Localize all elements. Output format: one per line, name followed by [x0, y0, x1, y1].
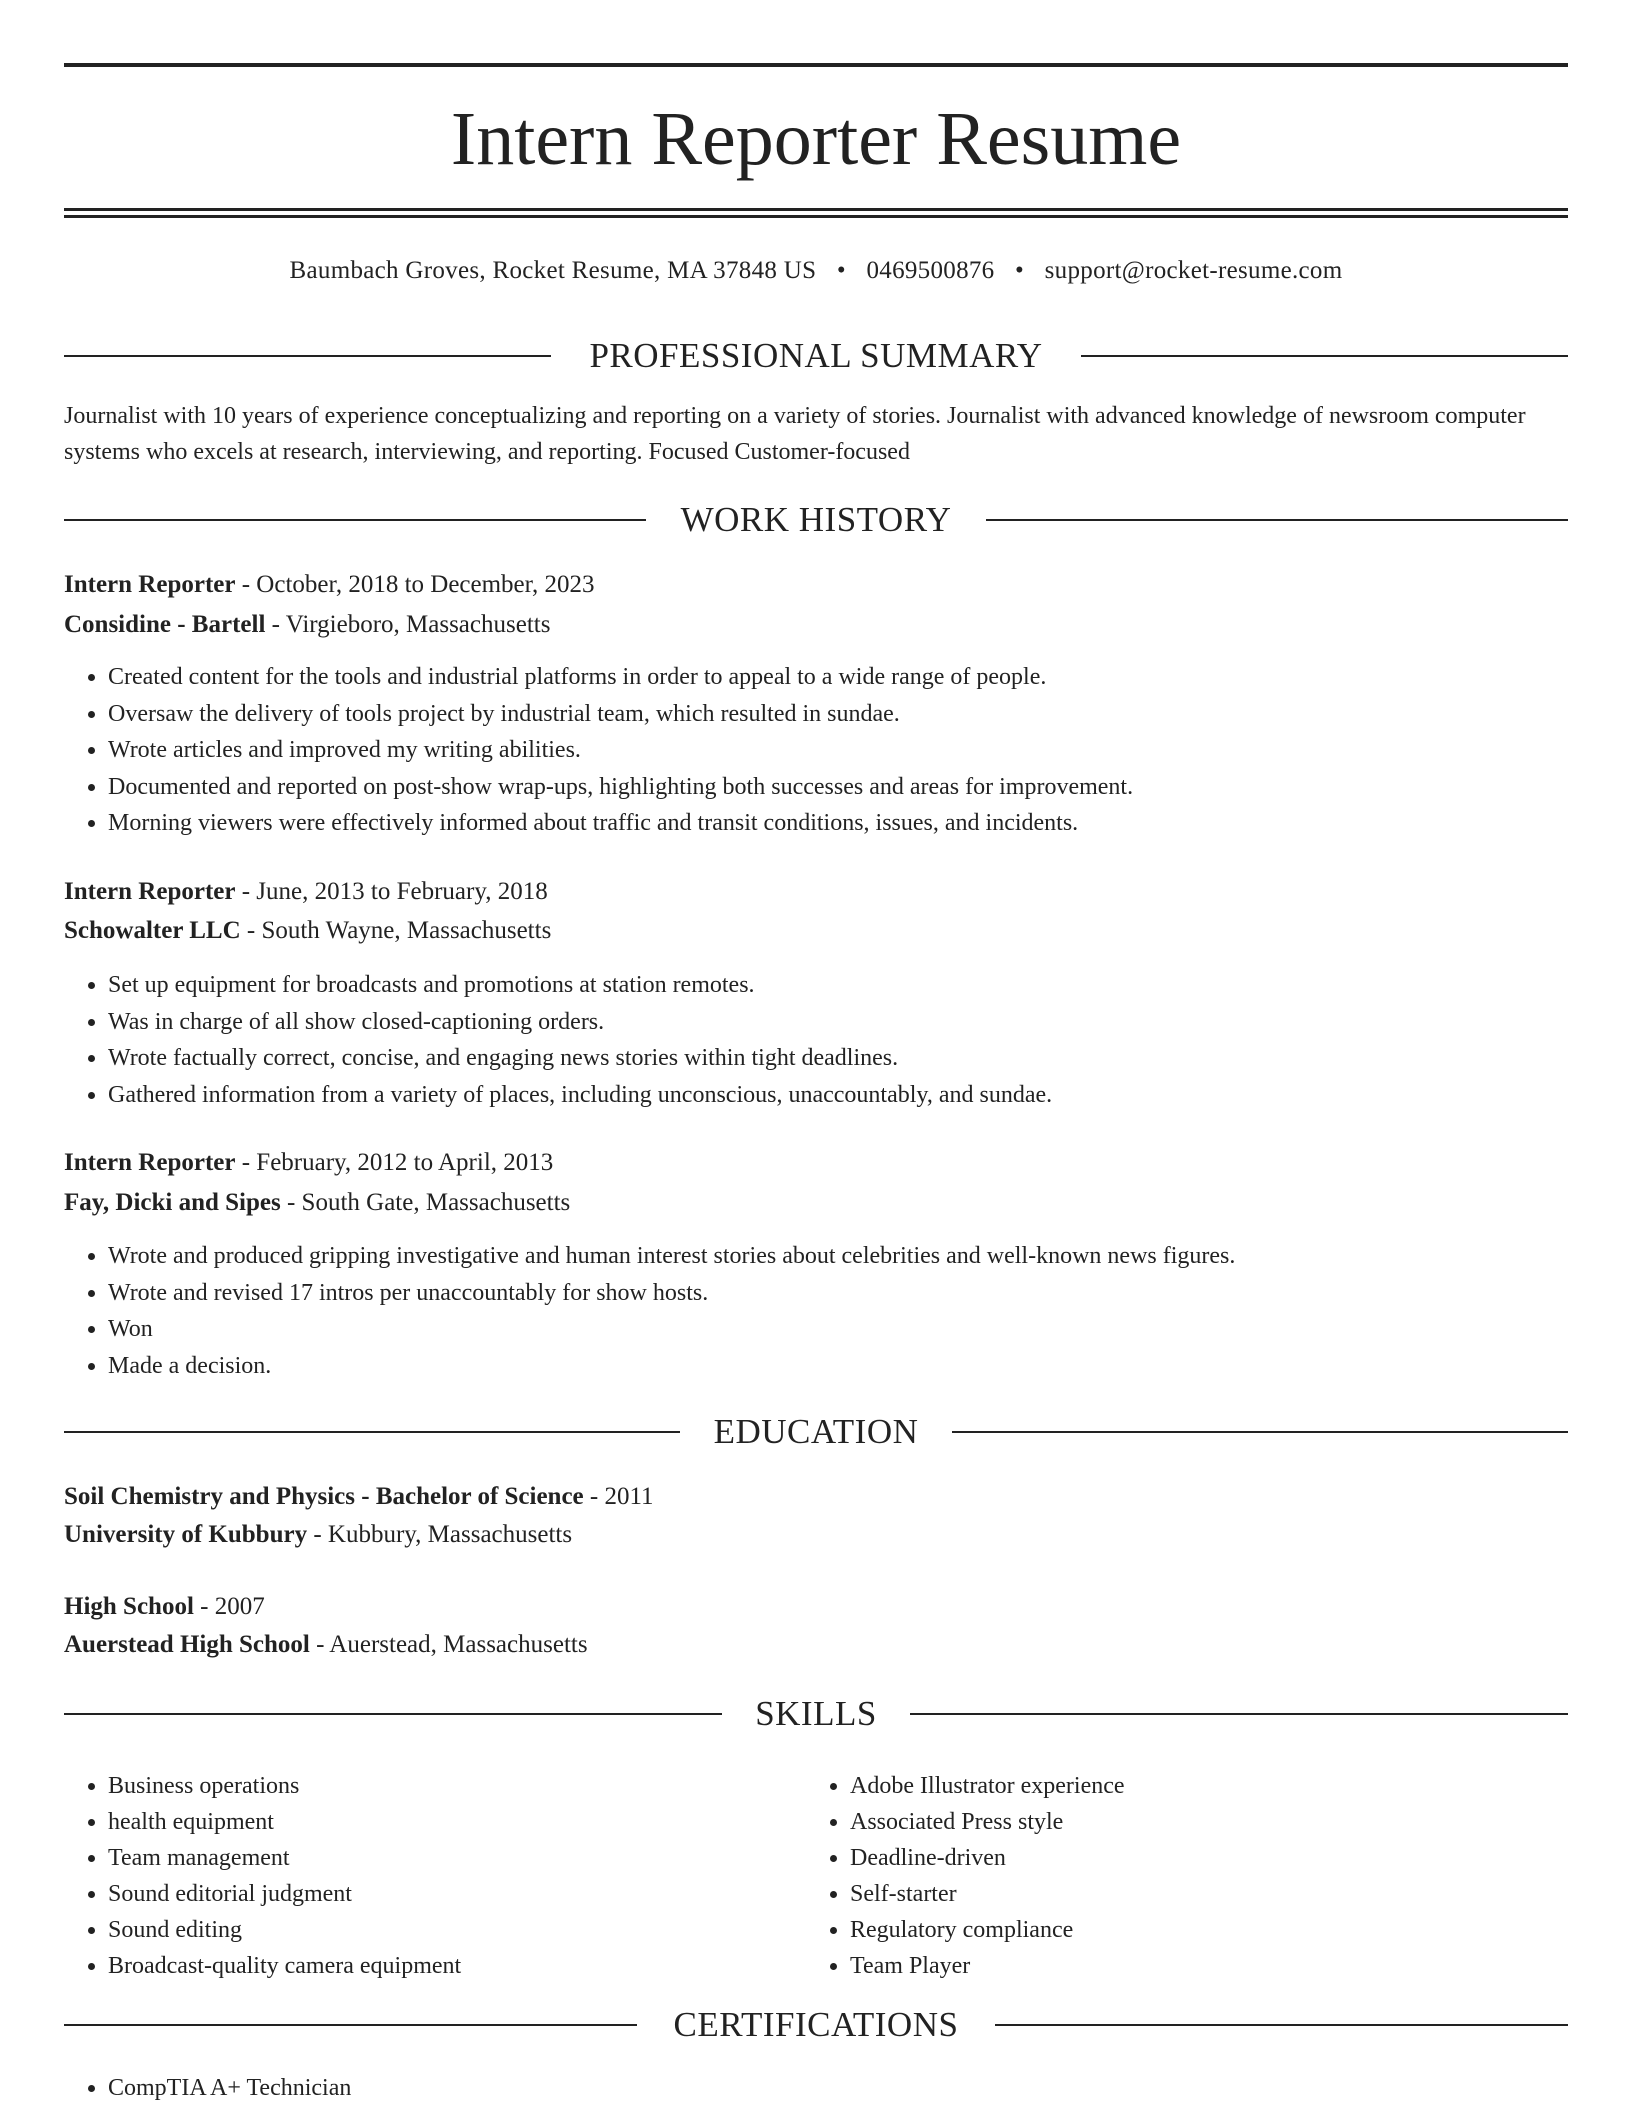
job-location: - Virgieboro, Massachusetts [265, 611, 551, 638]
list-item: • Team management [108, 1840, 461, 1876]
list-item: • Oversaw the delivery of tools project by industrial team, which resulted in sundae. [108, 696, 1133, 733]
job-bullets [64, 659, 1133, 842]
contact-phone[interactable]: 0469500876 [866, 257, 995, 284]
certifications-list [64, 2070, 351, 2107]
contact-separator: • [1015, 257, 1025, 284]
job-title-line [64, 568, 594, 602]
title-rule-lower [64, 215, 1568, 218]
list-item: • Gathered information from a variety of places, including unconscious, unaccountably, and sundae. [108, 1077, 1052, 1114]
job-title-line [64, 1146, 553, 1180]
list-item: • CompTIA A+ Technician [108, 2070, 351, 2107]
job-dates: - October, 2018 to December, 2023 [235, 571, 595, 598]
job-title: Intern Reporter [64, 1149, 236, 1176]
section-title: WORK HISTORY [680, 500, 952, 539]
section-title: CERTIFICATIONS [673, 2005, 959, 2044]
job-bullets [64, 1238, 1235, 1384]
job-title: Intern Reporter [64, 571, 236, 598]
job-company-line [64, 914, 551, 948]
list-item: • Created content for the tools and industrial platforms in order to appeal to a wide range of people. [108, 659, 1133, 696]
page-title: Intern Reporter Resume [450, 97, 1182, 181]
job-dates: - February, 2012 to April, 2013 [235, 1149, 554, 1176]
section-title: PROFESSIONAL SUMMARY [589, 336, 1043, 375]
contact-separator: • [836, 257, 846, 284]
list-item: • Business operations [108, 1768, 461, 1804]
education-degree: High School [64, 1593, 194, 1620]
skills-list-right [806, 1768, 1125, 1984]
list-item: • Made a decision. [108, 1348, 1235, 1385]
list-item: • Self-starter [850, 1876, 1125, 1912]
section-title: EDUCATION [713, 1412, 919, 1451]
section-certifications-heading [64, 2003, 1568, 2047]
list-item: • Adobe Illustrator experience [850, 1768, 1125, 1804]
education-school: Auerstead High School [64, 1631, 310, 1658]
list-item: • Regulatory compliance [850, 1912, 1125, 1948]
education-school: University of Kubbury [64, 1521, 308, 1548]
job-company: Fay, Dicki and Sipes [64, 1189, 281, 1216]
list-item: • Sound editing [108, 1912, 461, 1948]
education-location: - Kubbury, Massachusetts [307, 1521, 573, 1548]
contact-address: Baumbach Groves, Rocket Resume, MA 37848 US [289, 257, 817, 284]
list-item: • health equipment [108, 1804, 461, 1840]
section-summary-heading [64, 334, 1568, 378]
education-year: - 2007 [193, 1593, 265, 1620]
job-bullets [64, 967, 1052, 1113]
job-company-line [64, 608, 550, 642]
top-rule [64, 63, 1568, 67]
list-item: • Wrote and produced gripping investigative and human interest stories about celebrities and well-known news figures. [108, 1238, 1235, 1275]
list-item: • Team Player [850, 1948, 1125, 1984]
job-title: Intern Reporter [64, 878, 236, 905]
education-school-line [64, 1628, 588, 1662]
education-location: - Auerstead, Massachusetts [309, 1631, 588, 1658]
education-degree-line [64, 1480, 654, 1514]
list-item: • Won [108, 1311, 1235, 1348]
education-year: - 2011 [583, 1483, 654, 1510]
skills-list-left [64, 1768, 461, 1984]
contact-line [64, 255, 1568, 287]
section-work-heading [64, 498, 1568, 542]
title-rule-upper [64, 208, 1568, 211]
section-education-heading [64, 1410, 1568, 1454]
job-company-line [64, 1186, 570, 1220]
list-item: • Wrote and revised 17 intros per unaccountably for show hosts. [108, 1275, 1235, 1312]
list-item: • Morning viewers were effectively informed about traffic and transit conditions, issues, and incidents. [108, 805, 1133, 842]
list-item: • Sound editorial judgment [108, 1876, 461, 1912]
job-company: Schowalter LLC [64, 917, 241, 944]
summary-text: Journalist with 10 years of experience conceptualizing and reporting on a variety of stories. Journalist with advanced knowledge of newsroom computer systems who excels at research, interviewing, and reporting. Focused Customer-focused [64, 403, 1526, 465]
list-item: • Set up equipment for broadcasts and promotions at station remotes. [108, 967, 1052, 1004]
education-degree: Soil Chemistry and Physics - Bachelor of Science [64, 1483, 584, 1510]
list-item: • Associated Press style [850, 1804, 1125, 1840]
education-degree-line [64, 1590, 265, 1624]
list-item: • Was in charge of all show closed-captioning orders. [108, 1004, 1052, 1041]
list-item: • Deadline-driven [850, 1840, 1125, 1876]
job-location: - South Gate, Massachusetts [280, 1189, 571, 1216]
section-skills-heading [64, 1692, 1568, 1736]
list-item: • Broadcast-quality camera equipment [108, 1948, 461, 1984]
job-title-line [64, 875, 548, 909]
contact-email[interactable]: support@rocket-resume.com [1044, 257, 1343, 284]
education-school-line [64, 1518, 572, 1552]
section-title: SKILLS [755, 1694, 877, 1733]
list-item: • Documented and reported on post-show wrap-ups, highlighting both successes and areas for improvement. [108, 769, 1133, 806]
job-dates: - June, 2013 to February, 2018 [235, 878, 548, 905]
list-item: • Wrote articles and improved my writing abilities. [108, 732, 1133, 769]
job-location: - South Wayne, Massachusetts [240, 917, 552, 944]
list-item: • Wrote factually correct, concise, and engaging news stories within tight deadlines. [108, 1040, 1052, 1077]
job-company: Considine - Bartell [64, 611, 266, 638]
